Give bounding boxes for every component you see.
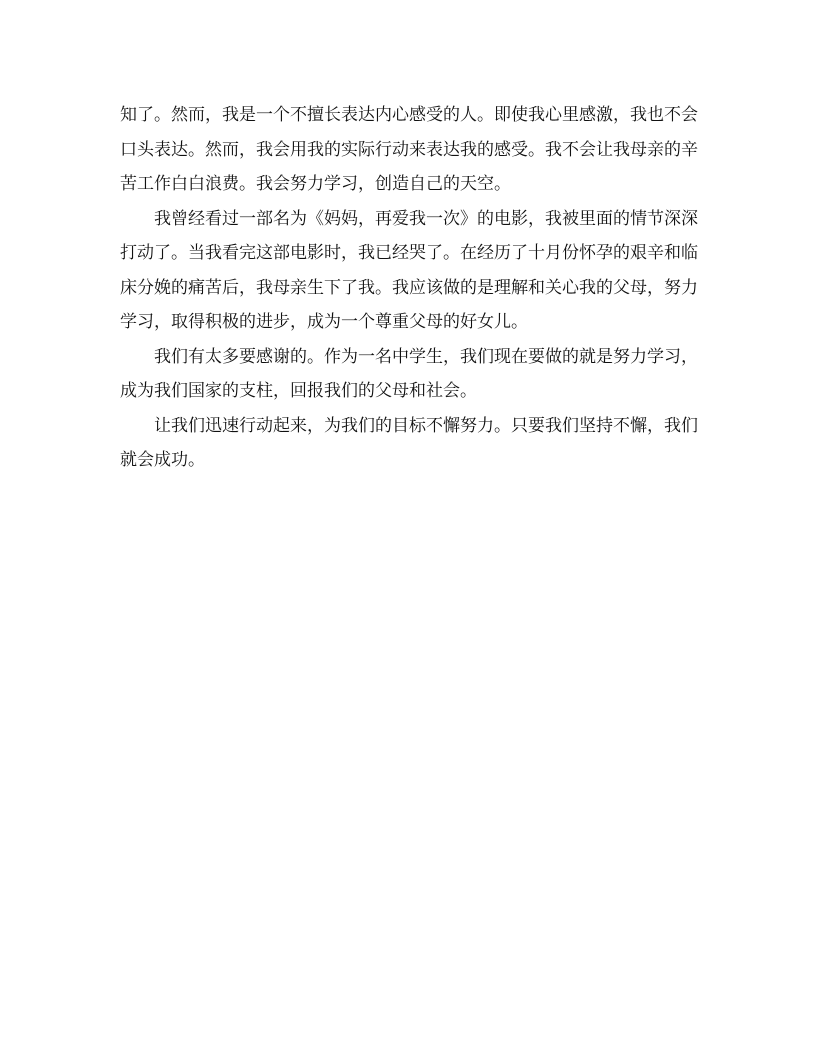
document-body (120, 98, 698, 478)
paragraph-gratitude: 我们有太多要感谢的。作为一名中学生，我们现在要做的就是努力学习，成为我们国家的支柱，回报我们的父母和社会。 (120, 346, 698, 401)
paragraph-movie: 我曾经看过一部名为《妈妈，再爱我一次》的电影，我被里面的情节深深打动了。当我看完这部电影时，我已经哭了。在经历了十月份怀孕的艰辛和临床分娩的痛苦后，我母亲生下了我。我应该做的是理解和关心我的父母，努力学习，取得积极的进步，成为一个尊重父母的好女儿。 (120, 208, 698, 332)
paragraph-closing: 让我们迅速行动起来，为我们的目标不懈努力。只要我们坚持不懈，我们就会成功。 (120, 415, 698, 470)
paragraph-continued: 知了。然而，我是一个不擅长表达内心感受的人。即使我心里感激，我也不会口头表达。然而，我会用我的实际行动来表达我的感受。我不会让我母亲的辛苦工作白白浪费。我会努力学习，创造自己的天空。 (120, 105, 698, 194)
